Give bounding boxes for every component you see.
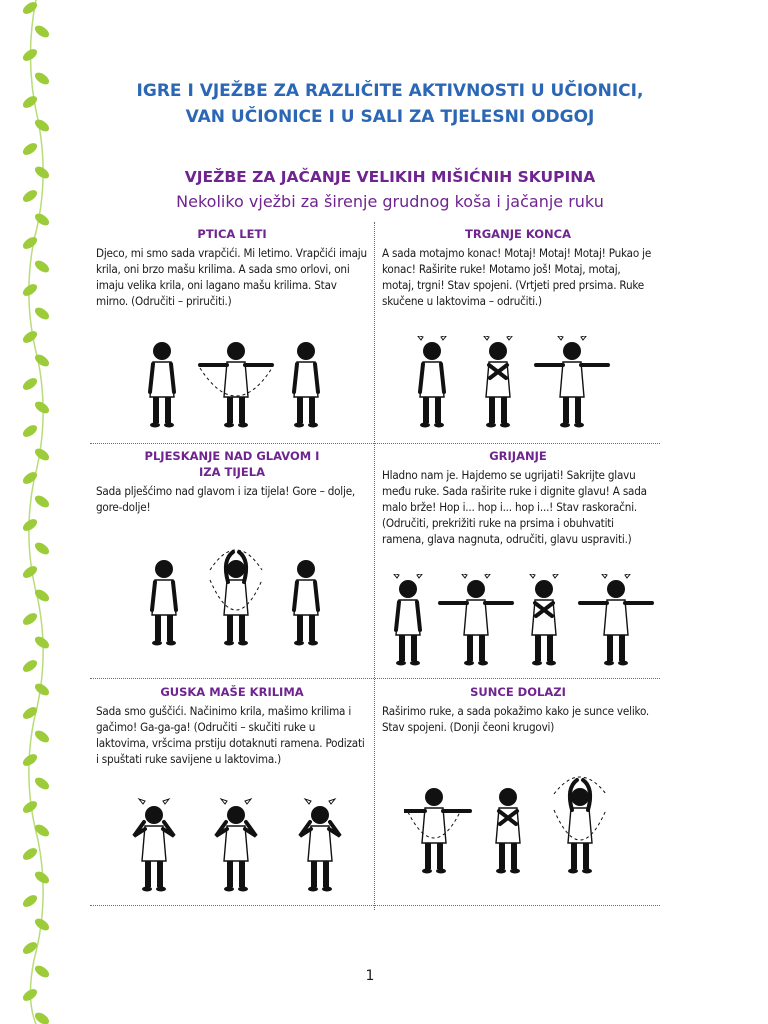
leaf-icon (33, 540, 51, 557)
child-figure-icon (152, 560, 176, 646)
row-divider (90, 443, 660, 444)
leaf-icon (21, 658, 39, 675)
leaf-icon (21, 517, 39, 534)
exercise-text: Raširimo ruke, a sada pokažimo kako je sunce veliko. Stav spojeni. (Donji čeoni krugovi) (382, 704, 650, 734)
exercise-title: SUNCE DOLAZI (470, 685, 566, 699)
leaf-icon (21, 0, 39, 16)
leaf-icon (33, 728, 51, 745)
exercise-ptica-leti (96, 226, 368, 309)
leaf-icon (33, 211, 51, 228)
child-figure-icon (417, 336, 447, 428)
leaf-icon (33, 305, 51, 322)
leaf-icon (33, 493, 51, 510)
leaf-icon (33, 399, 51, 416)
row-divider (90, 678, 660, 679)
leaf-icon (21, 235, 39, 252)
exercise-grijanje (382, 448, 654, 547)
child-figure-icon (200, 342, 272, 428)
child-figure-icon (294, 342, 318, 428)
child-figure-icon (210, 550, 262, 646)
section-subtitle: Nekoliko vježbi za širenje grudnog koša i jačanje ruku (176, 192, 604, 211)
exercise-pljeskanje (96, 448, 368, 515)
pljeskanje-illustration (140, 540, 340, 650)
exercise-title: PTICA LETI (197, 227, 267, 241)
child-figure-icon (294, 560, 318, 646)
row-divider (90, 905, 660, 906)
child-figure-icon (554, 777, 606, 874)
leaf-icon (21, 141, 39, 158)
leaf-icon (33, 117, 51, 134)
child-figure-icon (216, 799, 256, 892)
leaf-icon (21, 329, 39, 346)
leaf-icon (21, 893, 39, 910)
leaf-icon (21, 188, 39, 205)
leaf-icon (33, 164, 51, 181)
exercise-text: Djeco, mi smo sada vrapčići. Mi letimo. Vrapčići imaju krila, oni brzo mašu krilima. A sada smo orlovi, oni imaju velika krila, oni lagano mašu krilima. Stav mirno. (Odručiti – priručiti.) (96, 246, 367, 308)
leaf-icon (33, 446, 51, 463)
child-figure-icon (150, 342, 174, 428)
exercise-trganje-konca (382, 226, 654, 309)
exercise-text: Sada smo guščići. Načinimo krila, mašimo krilima i gačimo! Ga-ga-ga! (Odručiti – skučiti ruke u laktovima, vršcima prstiju dotaknuti ramena. Podizati i spuštati ruke savijene u laktovima.) (96, 704, 365, 766)
page-title: IGRE I VJEŽBE ZA RAZLIČITE AKTIVNOSTI U UČIONICI, VAN UČIONICE I U SALI ZA TJELESNI ODGOJ (136, 81, 644, 127)
leaf-icon (33, 23, 51, 40)
page-number: 1 (365, 968, 375, 984)
child-figure-icon (134, 799, 174, 892)
leaf-icon (33, 681, 51, 698)
leaf-icon (33, 775, 51, 792)
leaf-icon (21, 423, 39, 440)
child-figure-icon (404, 788, 470, 874)
exercise-sunce (382, 684, 654, 735)
exercise-text: Sada plješćimo nad glavom i iza tijela! Gore – dolje, gore-dolje! (96, 484, 356, 514)
leaf-icon (21, 94, 39, 111)
exercise-title: TRGANJE KONCA (465, 227, 571, 241)
guska-illustration (130, 796, 350, 896)
child-figure-icon (529, 574, 559, 666)
child-figure-icon (440, 574, 512, 666)
leaf-icon (21, 611, 39, 628)
exercise-guska (96, 684, 368, 767)
sunce-illustration (404, 774, 614, 874)
grijanje-illustration (380, 574, 660, 670)
child-figure-icon (580, 574, 652, 666)
leaf-icon (21, 564, 39, 581)
trganje-konca-illustration (408, 336, 628, 432)
leaf-icon (33, 352, 51, 369)
child-figure-icon (393, 574, 423, 666)
child-figure-icon (496, 788, 520, 874)
column-divider (374, 222, 375, 910)
leaf-icon (21, 376, 39, 393)
exercise-text: A sada motajmo konac! Motaj! Motaj! Motaj! Pukao je konac! Raširite ruke! Motamo još! Motaj, motaj, motaj, trgni! Stav spojeni. (Vrtjeti pred prsima. Ruke skučene u laktovima – odručiti.) (382, 246, 652, 308)
child-figure-icon (483, 336, 513, 428)
leaf-icon (33, 70, 51, 87)
child-figure-icon (300, 799, 340, 892)
section-title: VJEŽBE ZA JAČANJE VELIKIH MIŠIĆNIH SKUPINA (184, 168, 596, 186)
leaf-icon (33, 963, 51, 980)
child-figure-icon (536, 336, 608, 428)
leaf-icon (21, 846, 39, 863)
ptica-leti-illustration (140, 336, 340, 432)
exercise-title: PLJESKANJE NAD GLAVOM I IZA TIJELA (144, 449, 320, 479)
exercise-text: Hladno nam je. Hajdemo se ugrijati! Sakrijte glavu među ruke. Sada raširite ruke i dignite glavu! A sada malo brže! Hop i... hop i... hop i...! Stav raskoračni. (Odručiti, prekrižiti ruke na prsima i obuhvatiti ramena, glava nagnuta, odručiti, glavu uspraviti.) (382, 468, 647, 546)
leaf-vine-decoration (0, 0, 70, 1024)
leaf-icon (33, 258, 51, 275)
exercise-title: GRIJANJE (489, 449, 547, 463)
exercise-title: GUSKA MAŠE KRILIMA (160, 685, 304, 699)
leaf-icon (21, 282, 39, 299)
